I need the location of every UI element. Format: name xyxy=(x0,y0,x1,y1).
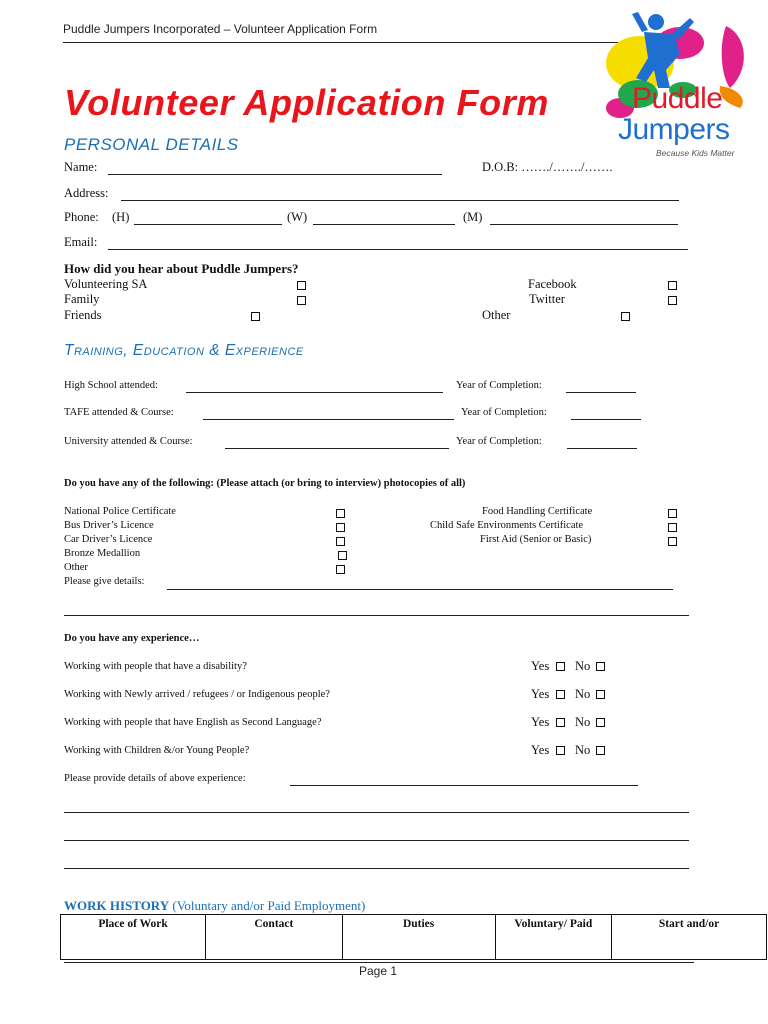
work-history-table xyxy=(60,914,767,960)
child-safe-checkbox[interactable] xyxy=(668,523,677,532)
personal-details-heading: PERSONAL DETAILS xyxy=(64,135,239,154)
phone-mobile-label: (M) xyxy=(463,210,483,224)
experience-esl: Working with people that have English as Second Language? xyxy=(64,717,322,728)
hear-question: How did you hear about Puddle Jumpers? xyxy=(64,261,299,276)
puddle-jumpers-logo xyxy=(598,8,758,168)
cert-other: Other xyxy=(64,562,88,573)
experience-children: Working with Children &/or Young People? xyxy=(64,745,250,756)
tafe-year-field[interactable] xyxy=(571,419,641,420)
car-drivers-checkbox[interactable] xyxy=(336,537,345,546)
children-yes-checkbox[interactable] xyxy=(556,746,565,755)
cert-car-drivers: Car Driver’s Licence xyxy=(64,534,153,545)
cert-food-handling: Food Handling Certificate xyxy=(482,506,593,517)
no-label: No xyxy=(575,715,591,729)
hear-option-twitter: Twitter xyxy=(529,292,565,306)
footer-rule xyxy=(64,962,694,963)
certificates-question: Do you have any of the following: (Please attach (or bring to interview) photocopies of all) xyxy=(64,478,466,489)
page-number: Page 1 xyxy=(359,964,398,978)
phone-mobile-field[interactable] xyxy=(490,224,678,225)
other-checkbox[interactable] xyxy=(621,312,630,321)
cert-other-checkbox[interactable] xyxy=(336,565,345,574)
newly-arrived-yes-checkbox[interactable] xyxy=(556,690,565,699)
experience-details-label: Please provide details of above experience: xyxy=(64,773,246,784)
university-field[interactable] xyxy=(225,448,449,449)
training-heading: Training, Education & Experience xyxy=(64,342,304,359)
experience-details-line-2[interactable] xyxy=(64,812,689,813)
phone-work-field[interactable] xyxy=(313,224,455,225)
high-school-field[interactable] xyxy=(186,392,443,393)
no-label: No xyxy=(575,743,591,757)
hear-option-friends: Friends xyxy=(64,308,102,322)
page-title: Volunteer Application Form xyxy=(64,82,549,123)
bronze-medallion-checkbox[interactable] xyxy=(338,551,347,560)
experience-question: Do you have any experience… xyxy=(64,633,200,644)
name-field[interactable] xyxy=(108,174,442,175)
logo-name-line1: Puddle xyxy=(632,82,723,115)
university-year-label: Year of Completion: xyxy=(456,436,542,447)
national-police-checkbox[interactable] xyxy=(336,509,345,518)
experience-newly-arrived: Working with Newly arrived / refugees / or Indigenous people? xyxy=(64,689,330,700)
bus-drivers-checkbox[interactable] xyxy=(336,523,345,532)
column-voluntary-paid: Voluntary/ Paid xyxy=(495,915,611,960)
email-label: Email: xyxy=(64,235,98,249)
running-header: Puddle Jumpers Incorporated – Volunteer Application Form xyxy=(63,22,378,36)
university-year-field[interactable] xyxy=(567,448,637,449)
address-label: Address: xyxy=(64,186,109,200)
work-history-title: WORK HISTORY xyxy=(64,898,170,913)
first-aid-checkbox[interactable] xyxy=(668,537,677,546)
work-history-heading xyxy=(64,898,365,914)
children-no-checkbox[interactable] xyxy=(596,746,605,755)
column-place-of-work: Place of Work xyxy=(61,915,206,960)
cert-national-police: National Police Certificate xyxy=(64,506,176,517)
high-school-year-field[interactable] xyxy=(566,392,636,393)
hear-option-volunteering-sa: Volunteering SA xyxy=(64,277,148,291)
yes-label: Yes xyxy=(531,743,550,757)
hear-option-other: Other xyxy=(482,308,511,322)
university-label: University attended & Course: xyxy=(64,436,193,447)
esl-no-checkbox[interactable] xyxy=(596,718,605,727)
table-header-row xyxy=(61,915,767,960)
column-start: Start and/or xyxy=(612,915,767,960)
disability-yes-checkbox[interactable] xyxy=(556,662,565,671)
cert-details-label: Please give details: xyxy=(64,576,145,587)
yes-label: Yes xyxy=(531,715,550,729)
cert-bus-drivers: Bus Driver’s Licence xyxy=(64,520,154,531)
no-label: No xyxy=(575,659,591,673)
header-rule xyxy=(63,42,623,43)
dob-field[interactable]: D.O.B: ……./……./……. xyxy=(482,160,613,174)
high-school-label: High School attended: xyxy=(64,380,158,391)
esl-yes-checkbox[interactable] xyxy=(556,718,565,727)
work-history-subtitle: (Voluntary and/or Paid Employment) xyxy=(172,898,366,913)
cert-first-aid: First Aid (Senior or Basic) xyxy=(480,534,592,545)
tafe-year-label: Year of Completion: xyxy=(461,407,547,418)
experience-details-field[interactable] xyxy=(290,785,638,786)
facebook-checkbox[interactable] xyxy=(668,281,677,290)
experience-disability: Working with people that have a disability? xyxy=(64,661,247,672)
column-duties: Duties xyxy=(342,915,495,960)
cert-details-field[interactable] xyxy=(167,589,673,590)
column-contact: Contact xyxy=(206,915,343,960)
cert-child-safe: Child Safe Environments Certificate xyxy=(430,520,584,531)
name-label: Name: xyxy=(64,160,98,174)
tafe-label: TAFE attended & Course: xyxy=(64,407,174,418)
address-field[interactable] xyxy=(121,200,679,201)
no-label: No xyxy=(575,687,591,701)
high-school-year-label: Year of Completion: xyxy=(456,380,542,391)
hear-option-facebook: Facebook xyxy=(528,277,577,291)
newly-arrived-no-checkbox[interactable] xyxy=(596,690,605,699)
yes-label: Yes xyxy=(531,659,550,673)
cert-bronze-medallion: Bronze Medallion xyxy=(64,548,141,559)
phone-label: Phone: xyxy=(64,210,99,224)
email-field[interactable] xyxy=(108,249,688,250)
yes-label: Yes xyxy=(531,687,550,701)
cert-details-line-2[interactable] xyxy=(64,615,689,616)
twitter-checkbox[interactable] xyxy=(668,296,677,305)
phone-work-label: (W) xyxy=(287,210,308,224)
friends-checkbox[interactable] xyxy=(251,312,260,321)
experience-details-line-4[interactable] xyxy=(64,868,689,869)
phone-home-field[interactable] xyxy=(134,224,282,225)
logo-name-line2: Jumpers xyxy=(618,113,730,146)
tafe-field[interactable] xyxy=(203,419,454,420)
disability-no-checkbox[interactable] xyxy=(596,662,605,671)
food-handling-checkbox[interactable] xyxy=(668,509,677,518)
logo-tagline: Because Kids Matter xyxy=(656,148,735,158)
experience-details-line-3[interactable] xyxy=(64,840,689,841)
hear-option-family: Family xyxy=(64,292,100,306)
phone-home-label: (H) xyxy=(112,210,130,224)
volunteering-sa-checkbox[interactable] xyxy=(297,281,306,290)
family-checkbox[interactable] xyxy=(297,296,306,305)
